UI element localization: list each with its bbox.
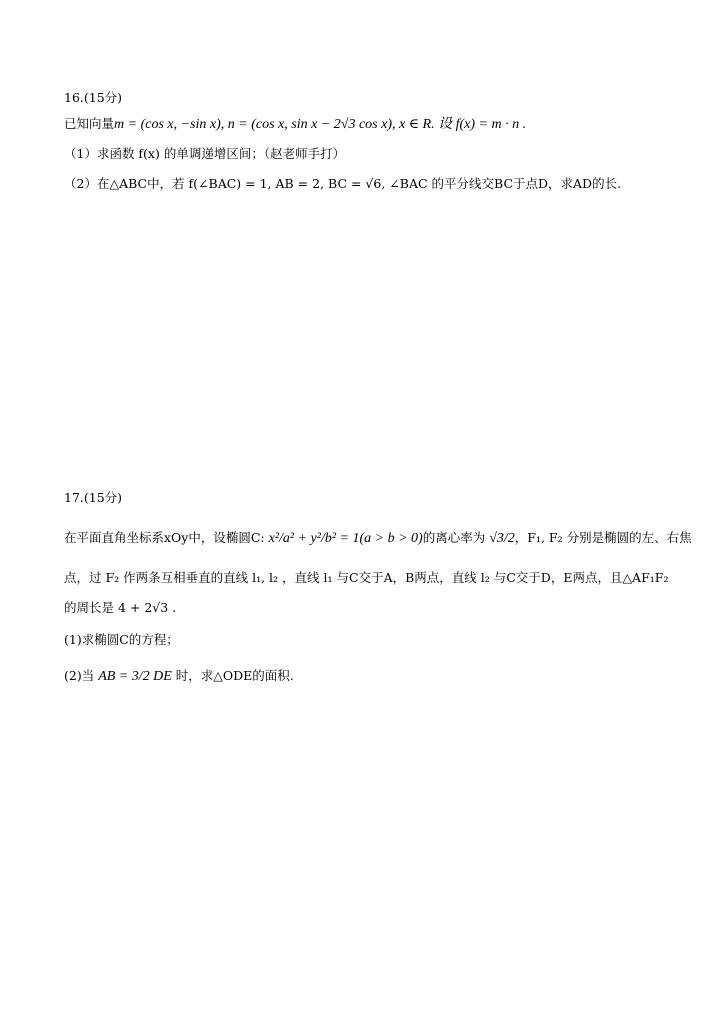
q16-part1: （1）求函数 f(x) 的单调递增区间；（赵老师手打） — [64, 146, 346, 161]
q17-part2-math: AB = 3/2 DE — [98, 669, 172, 684]
q17-ellipse-equation: x²/a² + y²/b² = 1(a > b > 0) — [268, 531, 423, 546]
q16-stem — [64, 118, 526, 132]
q17-line1-suffix: ，F₁, F₂ 分别是椭圆的左、右焦 — [514, 530, 692, 545]
q17-line1 — [64, 532, 692, 546]
q17-header: 17.(15分) — [64, 490, 123, 505]
q17-part2-prefix: (2)当 — [64, 668, 95, 683]
q17-part1: (1)求椭圆C的方程； — [64, 632, 179, 647]
q17-part2-suffix: 时，求△ODE的面积. — [175, 668, 294, 683]
q17-line1-prefix: 在平面直角坐标系xOy中，设椭圆C: — [64, 530, 269, 545]
q16-part2: （2）在△ABC中，若 f(∠BAC) = 1, AB = 2, BC = √6, ∠BAC 的平分线交BC于点D，求AD的长. — [64, 176, 622, 191]
q17-line2: 点，过 F₂ 作两条互相垂直的直线 l₁, l₂ ，直线 l₁ 与C交于A，B两点，直线 l₂ 与C交于D，E两点，且△AF₁F₂ — [64, 570, 669, 585]
q17-eccentricity: √3/2 — [489, 531, 515, 546]
q17-part2 — [64, 670, 294, 684]
q17-line1-mid: 的离心率为 — [422, 530, 486, 545]
q16-stem-prefix: 已知向量 — [64, 116, 115, 131]
q16-header: 16.(15分) — [64, 90, 123, 105]
q16-stem-math: m = (cos x, −sin x), n = (cos x, sin x − 2√3 cos x), x ∈ R. 设 f(x) = m · n . — [114, 117, 527, 132]
q17-line3: 的周长是 4 + 2√3 . — [64, 600, 177, 615]
